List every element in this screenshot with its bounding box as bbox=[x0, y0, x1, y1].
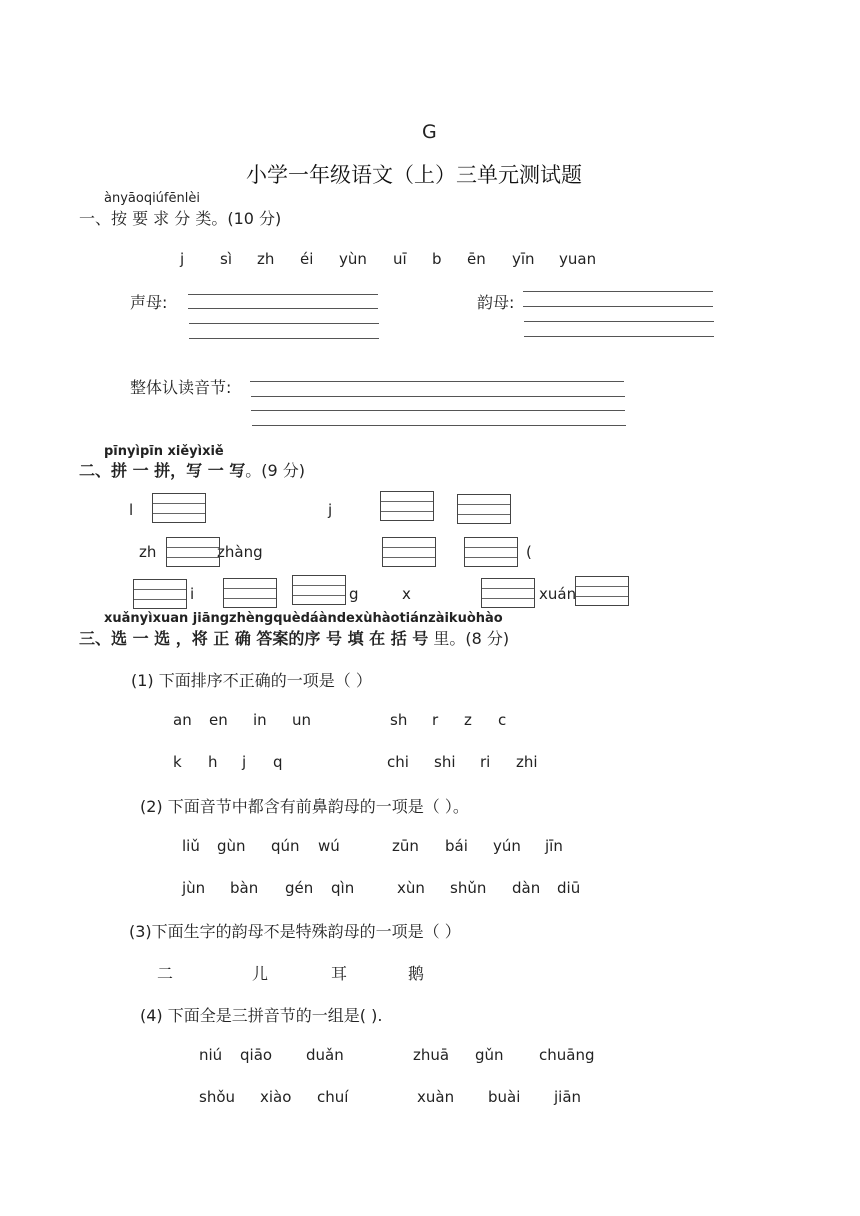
pinyin-item: zh bbox=[257, 250, 275, 268]
answer-line bbox=[251, 410, 625, 411]
writing-grid[interactable] bbox=[481, 578, 535, 608]
writing-grid[interactable] bbox=[457, 494, 511, 524]
option-item: buài bbox=[488, 1088, 521, 1106]
answer-line bbox=[523, 306, 713, 307]
option-char: 二 bbox=[157, 964, 174, 983]
answer-line bbox=[189, 323, 379, 324]
option-item: gùn bbox=[217, 837, 246, 855]
option-item: diū bbox=[557, 879, 581, 897]
option-item: qún bbox=[271, 837, 300, 855]
answer-line bbox=[251, 396, 625, 397]
option-item: qiāo bbox=[240, 1046, 273, 1064]
answer-line bbox=[188, 294, 378, 295]
writing-grid[interactable] bbox=[133, 579, 187, 609]
option-item: c bbox=[498, 711, 507, 729]
section1-pinyin: ànyāoqiúfēnlèi bbox=[104, 191, 200, 206]
option-item: in bbox=[253, 711, 267, 729]
option-item: dàn bbox=[512, 879, 541, 897]
writing-grid[interactable] bbox=[380, 491, 434, 521]
section2-heading-score: 。(9 分) bbox=[245, 461, 306, 480]
pinyin-item: yùn bbox=[339, 250, 367, 268]
option-item: gén bbox=[285, 879, 314, 897]
pinyin-item: b bbox=[432, 250, 442, 268]
question-2: (2) 下面音节中都含有前鼻韵母的一项是（ ）。 bbox=[140, 797, 469, 816]
question-4: (4) 下面全是三拼音节的一组是( ). bbox=[140, 1006, 383, 1025]
label-initials: 声母: bbox=[130, 293, 168, 312]
option-char: 耳 bbox=[331, 964, 348, 983]
pinyin-fragment: x bbox=[402, 585, 411, 603]
option-item: k bbox=[173, 753, 182, 771]
label-whole-syllables: 整体认读音节: bbox=[130, 378, 232, 397]
pinyin-fragment: xuán bbox=[539, 585, 577, 603]
option-item: j bbox=[242, 753, 247, 771]
writing-grid[interactable] bbox=[292, 575, 346, 605]
writing-grid[interactable] bbox=[166, 537, 220, 567]
option-item: shǒu bbox=[199, 1088, 236, 1106]
option-char: 鹅 bbox=[408, 964, 425, 983]
option-item: r bbox=[432, 711, 439, 729]
answer-line bbox=[252, 425, 626, 426]
option-item: jiān bbox=[554, 1088, 582, 1106]
option-item: niú bbox=[199, 1046, 223, 1064]
pinyin-item: yuan bbox=[559, 250, 597, 268]
option-item: h bbox=[208, 753, 218, 771]
option-item: zhi bbox=[516, 753, 538, 771]
pinyin-item: uī bbox=[393, 250, 407, 268]
pinyin-item: éi bbox=[300, 250, 314, 268]
option-item: sh bbox=[390, 711, 408, 729]
option-item: jùn bbox=[182, 879, 206, 897]
option-item: q bbox=[273, 753, 283, 771]
section2-heading: 二、拼 一 拼，写 一 写 bbox=[79, 461, 246, 480]
section3-pinyin: xuǎnyìxuan jiāngzhèngquèdáàndexùhàotiánzàikuòhào bbox=[104, 611, 503, 626]
option-item: un bbox=[292, 711, 312, 729]
section1-heading: 一、按 要 求 分 类。(10 分) bbox=[79, 209, 282, 228]
option-item: shǔn bbox=[450, 879, 487, 897]
pinyin-fragment: zhàng bbox=[217, 543, 263, 561]
option-item: yún bbox=[493, 837, 521, 855]
option-item: z bbox=[464, 711, 472, 729]
option-item: duǎn bbox=[306, 1046, 344, 1064]
option-item: jīn bbox=[545, 837, 563, 855]
pinyin-fragment: j bbox=[328, 501, 333, 519]
pinyin-fragment: i bbox=[190, 585, 195, 603]
label-finals: 韵母: bbox=[477, 293, 515, 312]
page-title: 小学一年级语文（上）三单元测试题 bbox=[246, 163, 582, 187]
writing-grid[interactable] bbox=[464, 537, 518, 567]
pinyin-fragment: l bbox=[129, 501, 134, 519]
question-3: (3)下面生字的韵母不是特殊韵母的一项是（ ） bbox=[129, 922, 461, 941]
answer-line bbox=[189, 338, 379, 339]
question-1: (1) 下面排序不正确的一项是（ ） bbox=[131, 671, 372, 690]
option-item: chi bbox=[387, 753, 409, 771]
writing-grid[interactable] bbox=[382, 537, 436, 567]
answer-line bbox=[524, 321, 714, 322]
option-item: xiào bbox=[260, 1088, 292, 1106]
option-item: qìn bbox=[331, 879, 355, 897]
section3-heading: 三、选 一 选 ，将 正 确 答案的序 号 填 在 括 号 bbox=[79, 629, 429, 648]
option-item: chuí bbox=[317, 1088, 349, 1106]
option-item: xùn bbox=[397, 879, 425, 897]
option-item: shi bbox=[434, 753, 456, 771]
option-item: ri bbox=[480, 753, 491, 771]
section3-heading-score: 里。(8 分) bbox=[428, 629, 510, 648]
section2-pinyin: pīnyìpīn xiěyìxiě bbox=[104, 444, 224, 459]
writing-grid[interactable] bbox=[223, 578, 277, 608]
option-item: wú bbox=[318, 837, 340, 855]
option-item: bái bbox=[445, 837, 468, 855]
writing-grid[interactable] bbox=[152, 493, 206, 523]
answer-line bbox=[523, 291, 713, 292]
pinyin-fragment: zh bbox=[139, 543, 157, 561]
writing-grid[interactable] bbox=[575, 576, 629, 606]
option-item: en bbox=[209, 711, 228, 729]
answer-line bbox=[188, 308, 378, 309]
pinyin-fragment: g bbox=[349, 585, 359, 603]
pinyin-item: yīn bbox=[512, 250, 535, 268]
option-item: bàn bbox=[230, 879, 259, 897]
answer-line bbox=[524, 336, 714, 337]
option-char: 儿 bbox=[252, 964, 269, 983]
pinyin-item: sì bbox=[220, 250, 232, 268]
header-letter: G bbox=[422, 121, 437, 143]
option-item: xuàn bbox=[417, 1088, 455, 1106]
pinyin-item: ēn bbox=[467, 250, 486, 268]
option-item: zūn bbox=[392, 837, 419, 855]
pinyin-fragment: ( bbox=[526, 543, 532, 561]
option-item: gǔn bbox=[475, 1046, 504, 1064]
option-item: an bbox=[173, 711, 192, 729]
pinyin-item: j bbox=[180, 250, 185, 268]
answer-line bbox=[250, 381, 624, 382]
option-item: zhuā bbox=[413, 1046, 450, 1064]
option-item: chuāng bbox=[539, 1046, 595, 1064]
option-item: liǔ bbox=[182, 837, 200, 855]
